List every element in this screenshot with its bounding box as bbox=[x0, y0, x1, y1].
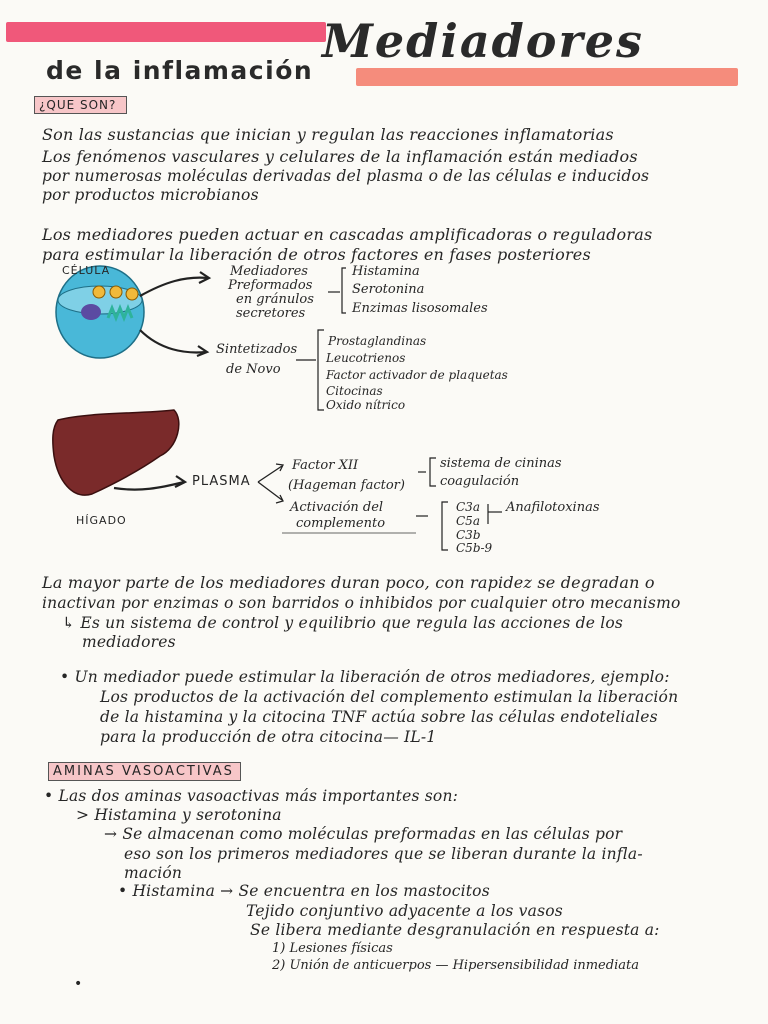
aminas-line: 1) Lesiones físicas bbox=[272, 941, 393, 956]
aminas-line: > Histamina y serotonina bbox=[76, 806, 282, 824]
cell-illustration bbox=[56, 266, 144, 358]
p3-line: • Un mediador puede estimular la liberación de otros mediadores, ejemplo: bbox=[60, 668, 670, 686]
compl-item: C5a bbox=[456, 514, 480, 528]
aminas-line: 2) Unión de anticuerpos — Hipersensibilidad inmediata bbox=[272, 958, 639, 973]
p2-line: ↳ Es un sistema de control y equilibrio que regula las acciones de los bbox=[62, 614, 624, 632]
p2-line: inactivan por enzimas o son barridos o inhibidos por cualquier otro mecanismo bbox=[42, 594, 681, 612]
p3-line: de la histamina y la citocina TNF actúa sobre las células endoteliales bbox=[100, 708, 658, 726]
pref-label-line: en gránulos bbox=[236, 292, 314, 307]
aminas-line: • Histamina → Se encuentra en los mastocitos bbox=[118, 882, 490, 900]
sint-label-line: de Novo bbox=[226, 362, 281, 377]
p2-line: La mayor parte de los mediadores duran poco, con rapidez se degradan o bbox=[42, 573, 655, 592]
aminas-line: → Se almacenan como moléculas preformadas en las células por bbox=[104, 825, 623, 843]
section-heading-que-son: ¿QUE SON? bbox=[34, 96, 127, 114]
compl-item: C5b-9 bbox=[456, 541, 493, 555]
aminas-line: eso son los primeros mediadores que se liberan durante la infla- bbox=[124, 845, 643, 863]
liver-label: HÍGADO bbox=[76, 514, 127, 527]
que-son-line: Los mediadores pueden actuar en cascadas amplificadoras o reguladoras bbox=[42, 225, 653, 244]
aminas-line: • Las dos aminas vasoactivas más importantes son: bbox=[44, 787, 459, 805]
anafilotoxinas-label: Anafilotoxinas bbox=[506, 500, 600, 515]
compl-label-line: complemento bbox=[296, 516, 386, 531]
p2-line: mediadores bbox=[82, 633, 176, 651]
compl-item: C3b bbox=[456, 528, 481, 542]
compl-item: C3a bbox=[456, 500, 480, 514]
pref-label-line: secretores bbox=[236, 306, 306, 321]
aminas-line: Tejido conjuntivo adyacente a los vasos bbox=[246, 902, 563, 920]
sint-item: Leucotrienos bbox=[326, 351, 406, 365]
factor-item: sistema de cininas bbox=[440, 456, 562, 471]
factor-label-line: (Hageman factor) bbox=[288, 478, 405, 493]
section-heading-aminas: AMINAS VASOACTIVAS bbox=[48, 762, 241, 781]
factor-label-line: Factor XII bbox=[292, 458, 359, 473]
que-son-line: por numerosas moléculas derivadas del plasma o de las células e inducidos bbox=[42, 167, 650, 185]
pref-item: Enzimas lisosomales bbox=[352, 301, 488, 316]
pref-label-line: Mediadores bbox=[230, 264, 308, 279]
pref-item: Histamina bbox=[352, 264, 420, 279]
compl-label-line: Activación del bbox=[290, 500, 384, 515]
que-son-line: Son las sustancias que inician y regulan las reacciones inflamatorias bbox=[42, 125, 614, 144]
plasma-label: PLASMA bbox=[192, 474, 251, 489]
sint-label-line: Sintetizados bbox=[216, 342, 298, 357]
sint-item: Oxido nítrico bbox=[326, 398, 406, 412]
trailing-bullet: • bbox=[74, 976, 83, 992]
pref-label-line: Preformados bbox=[228, 278, 313, 293]
p3-line: para la producción de otra citocina— IL-1 bbox=[100, 728, 437, 746]
factor-item: coagulación bbox=[440, 474, 520, 489]
que-son-line: por productos microbianos bbox=[42, 186, 259, 204]
page-title: Mediadores bbox=[322, 14, 644, 68]
aminas-line: mación bbox=[124, 864, 183, 882]
sint-item: Prostaglandinas bbox=[328, 334, 427, 348]
page-subtitle: de la inflamación bbox=[46, 56, 314, 85]
que-son-line: para estimular la liberación de otros factores en fases posteriores bbox=[42, 245, 591, 264]
que-son-line: Los fenómenos vasculares y celulares de la inflamación están mediados bbox=[42, 147, 638, 166]
sint-item: Factor activador de plaquetas bbox=[326, 368, 508, 382]
cell-label: CÉLULA bbox=[62, 264, 111, 277]
sint-item: Citocinas bbox=[326, 384, 383, 398]
aminas-line: Se libera mediante desgranulación en respuesta a: bbox=[250, 921, 660, 939]
pref-item: Serotonina bbox=[352, 282, 425, 297]
p3-line: Los productos de la activación del complemento estimulan la liberación bbox=[100, 688, 679, 706]
